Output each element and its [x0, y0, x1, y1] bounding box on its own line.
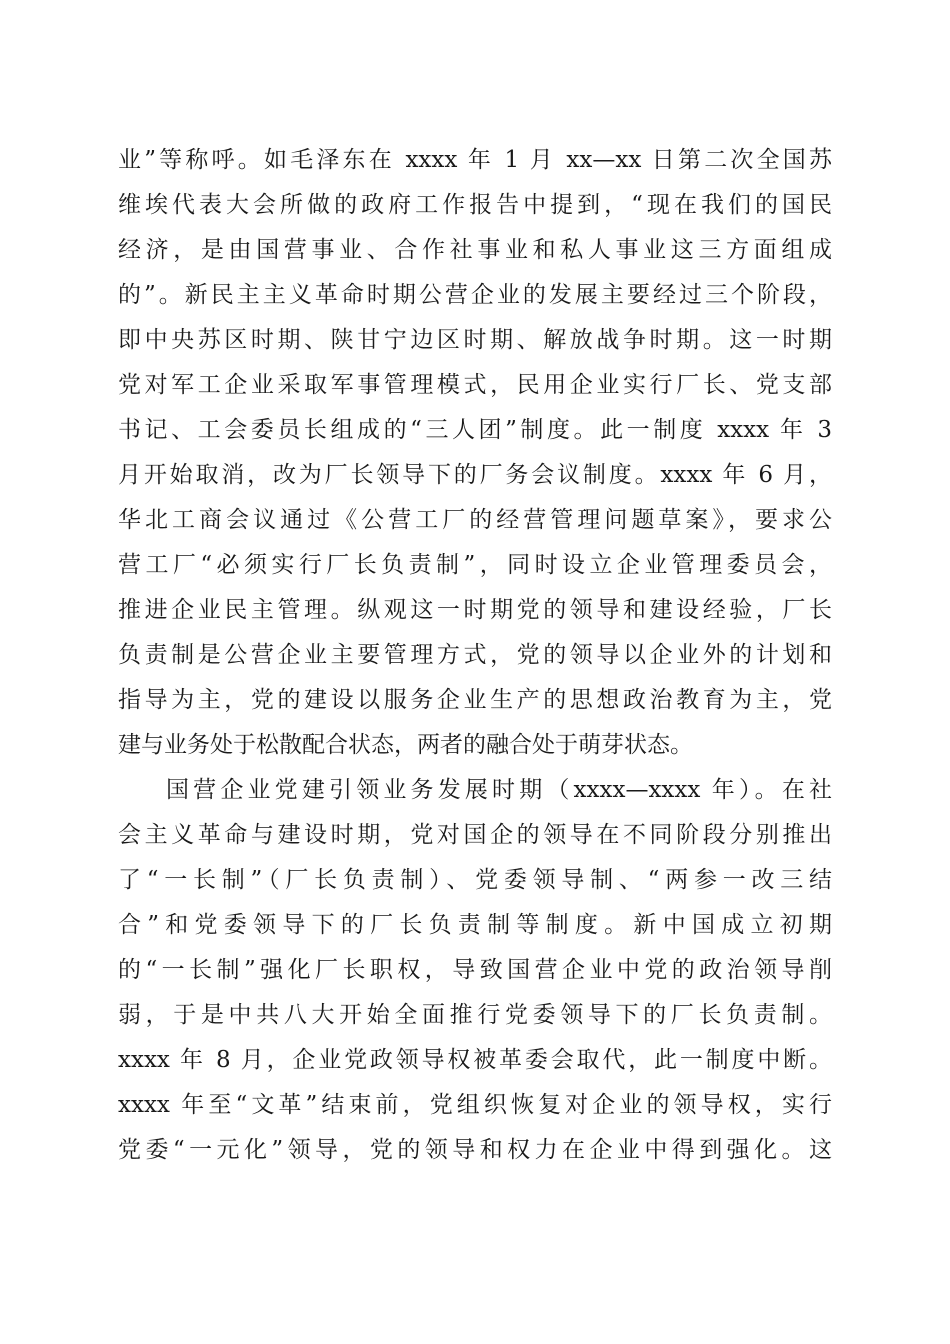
paragraph-1	[118, 138, 832, 768]
text-line: 维埃代表大会所做的政府工作报告中提到，“现在我们的国民	[118, 192, 832, 218]
text-line: 党对军工企业采取军事管理模式，民用企业实行厂长、党支部	[118, 372, 832, 398]
text-line: 的“一长制”强化厂长职权，导致国营企业中党的政治领导削	[118, 957, 832, 983]
text-line: 月开始取消，改为厂长领导下的厂务会议制度。xxxx 年 6 月，	[118, 462, 832, 488]
text-line: 推进企业民主管理。纵观这一时期党的领导和建设经验，厂长	[118, 597, 832, 623]
text-line: xxxx 年 8 月，企业党政领导权被革委会取代，此一制度中断。	[118, 1047, 832, 1073]
paragraph-2	[118, 768, 832, 1173]
text-line: 的”。新民主主义革命时期公营企业的发展主要经过三个阶段，	[118, 282, 832, 308]
text-line: xxxx 年至“文革”结束前，党组织恢复对企业的领导权，实行	[118, 1092, 832, 1118]
text-line: 负责制是公营企业主要管理方式，党的领导以企业外的计划和	[118, 642, 832, 668]
text-line: 合”和党委领导下的厂长负责制等制度。新中国成立初期	[118, 912, 832, 938]
text-line: 即中央苏区时期、陕甘宁边区时期、解放战争时期。这一时期	[118, 327, 832, 353]
text-line: 了“一长制”（厂长负责制）、党委领导制、“两参一改三结	[118, 867, 832, 893]
text-line: 建与业务处于松散配合状态，两者的融合处于萌芽状态。	[118, 732, 693, 758]
text-line: 指导为主，党的建设以服务企业生产的思想政治教育为主，党	[118, 687, 832, 713]
body-text	[118, 138, 832, 1173]
text-line: 国营企业党建引领业务发展时期（xxxx—xxxx 年）。在社	[166, 777, 832, 803]
text-line: 业”等称呼。如毛泽东在 xxxx 年 1 月 xx—xx 日第二次全国苏	[118, 147, 832, 173]
text-line: 书记、工会委员长组成的“三人团”制度。此一制度 xxxx 年 3	[118, 417, 832, 443]
text-line: 弱，于是中共八大开始全面推行党委领导下的厂长负责制。	[118, 1002, 832, 1028]
text-line: 党委“一元化”领导，党的领导和权力在企业中得到强化。这	[118, 1137, 832, 1163]
text-line: 华北工商会议通过《公营工厂的经营管理问题草案》，要求公	[118, 507, 832, 533]
text-line: 营工厂“必须实行厂长负责制”，同时设立企业管理委员会，	[118, 552, 832, 578]
text-line: 会主义革命与建设时期，党对国企的领导在不同阶段分别推出	[118, 822, 832, 848]
text-line: 经济，是由国营事业、合作社事业和私人事业这三方面组成	[118, 237, 832, 263]
